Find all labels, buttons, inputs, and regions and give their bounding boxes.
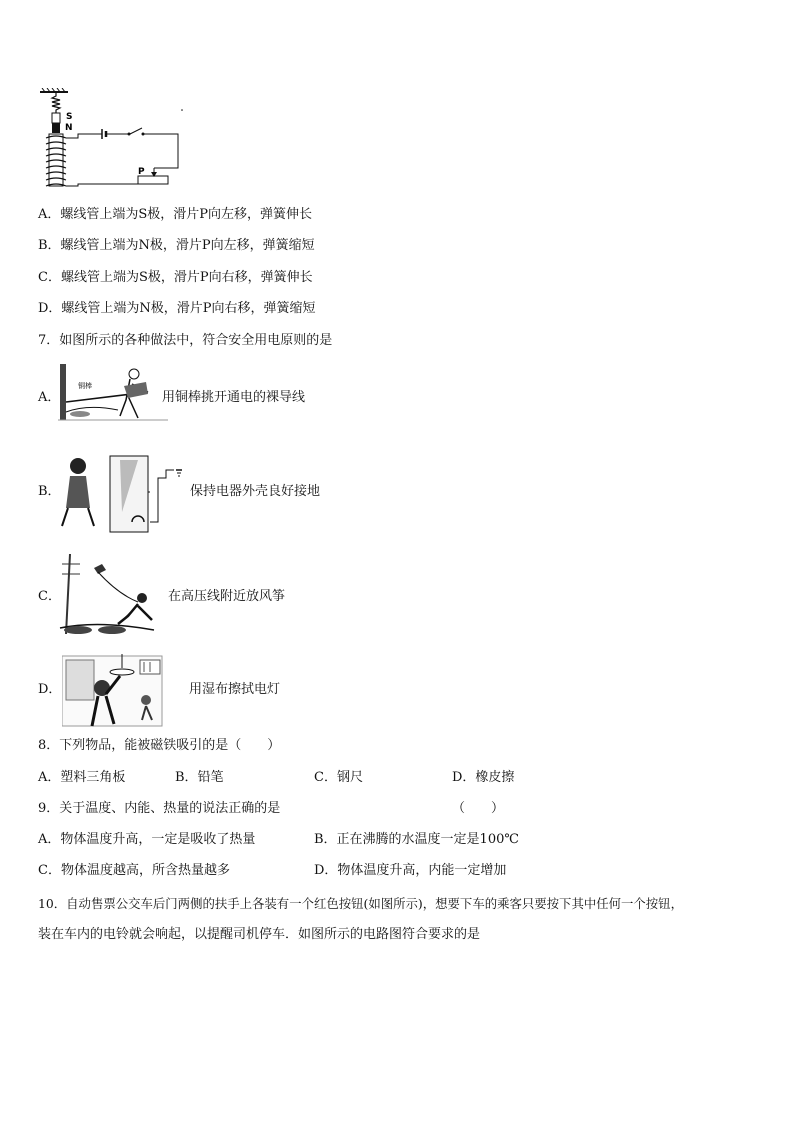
q7-option-d-letter: D． <box>38 682 62 697</box>
q7-option-b-letter: B． <box>38 484 61 499</box>
q9-answer-bracket: （ ） <box>452 801 505 816</box>
q9-option-d: D．物体温度升高，内能一定增加 <box>314 863 507 878</box>
q7-stem: 7．如图所示的各种做法中，符合安全用电原则的是 <box>38 333 333 348</box>
q9-option-b: B．正在沸腾的水温度一定是100℃ <box>314 832 519 847</box>
magnet-label-s: S <box>66 112 73 122</box>
copper-rod-label: 铜棒 <box>78 382 92 390</box>
q8-option-d: D．橡皮擦 <box>452 770 515 785</box>
q10-stem-line2: 装在车内的电铃就会响起，以提醒司机停车．如图所示的电路图符合要求的是 <box>38 927 481 942</box>
q8-option-b: B．铅笔 <box>175 770 224 785</box>
q7-option-c-letter: C． <box>38 589 61 604</box>
q7-option-c-caption: 在高压线附近放风筝 <box>168 589 286 604</box>
q8-stem: 8．下列物品，能被磁铁吸引的是（ ） <box>38 738 281 753</box>
grounded-appliance-illustration <box>58 452 190 534</box>
magnet-label-n: N <box>65 123 73 133</box>
q7-option-d-caption: 用湿布擦拭电灯 <box>189 682 281 697</box>
q8-option-c: C．钢尺 <box>314 770 363 785</box>
q6-option-a: A．螺线管上端为S极，滑片P向左移，弹簧伸长 <box>38 207 313 222</box>
wet-cloth-lamp-illustration <box>62 654 166 730</box>
slider-label-p: P <box>138 167 145 177</box>
q10-stem-line1: 10．自动售票公交车后门两侧的扶手上各装有一个红色按钮(如图所示)，想要下车的乘客只要按下其中任何一个按钮， <box>38 896 683 911</box>
q7-option-a-caption: 用铜棒挑开通电的裸导线 <box>162 390 306 405</box>
q9-stem: 9．关于温度、内能、热量的说法正确的是 <box>38 801 281 816</box>
q6-option-d: D．螺线管上端为N极，滑片P向右移，弹簧缩短 <box>38 301 316 316</box>
q6-option-b: B．螺线管上端为N极，滑片P向左移，弹簧缩短 <box>38 238 315 253</box>
copper-rod-illustration <box>58 364 170 424</box>
q9-option-c: C．物体温度越高，所含热量越多 <box>38 863 230 878</box>
q6-option-c: C．螺线管上端为S极，滑片P向右移，弹簧伸长 <box>38 270 313 285</box>
q7-option-a-letter: A． <box>38 390 61 405</box>
solenoid-circuit-figure <box>38 88 188 190</box>
q7-option-b-caption: 保持电器外壳良好接地 <box>190 484 321 499</box>
kite-near-power-line-illustration <box>58 554 160 636</box>
q9-option-a: A．物体温度升高，一定是吸收了热量 <box>38 832 256 847</box>
q8-option-a: A．塑料三角板 <box>38 770 126 785</box>
